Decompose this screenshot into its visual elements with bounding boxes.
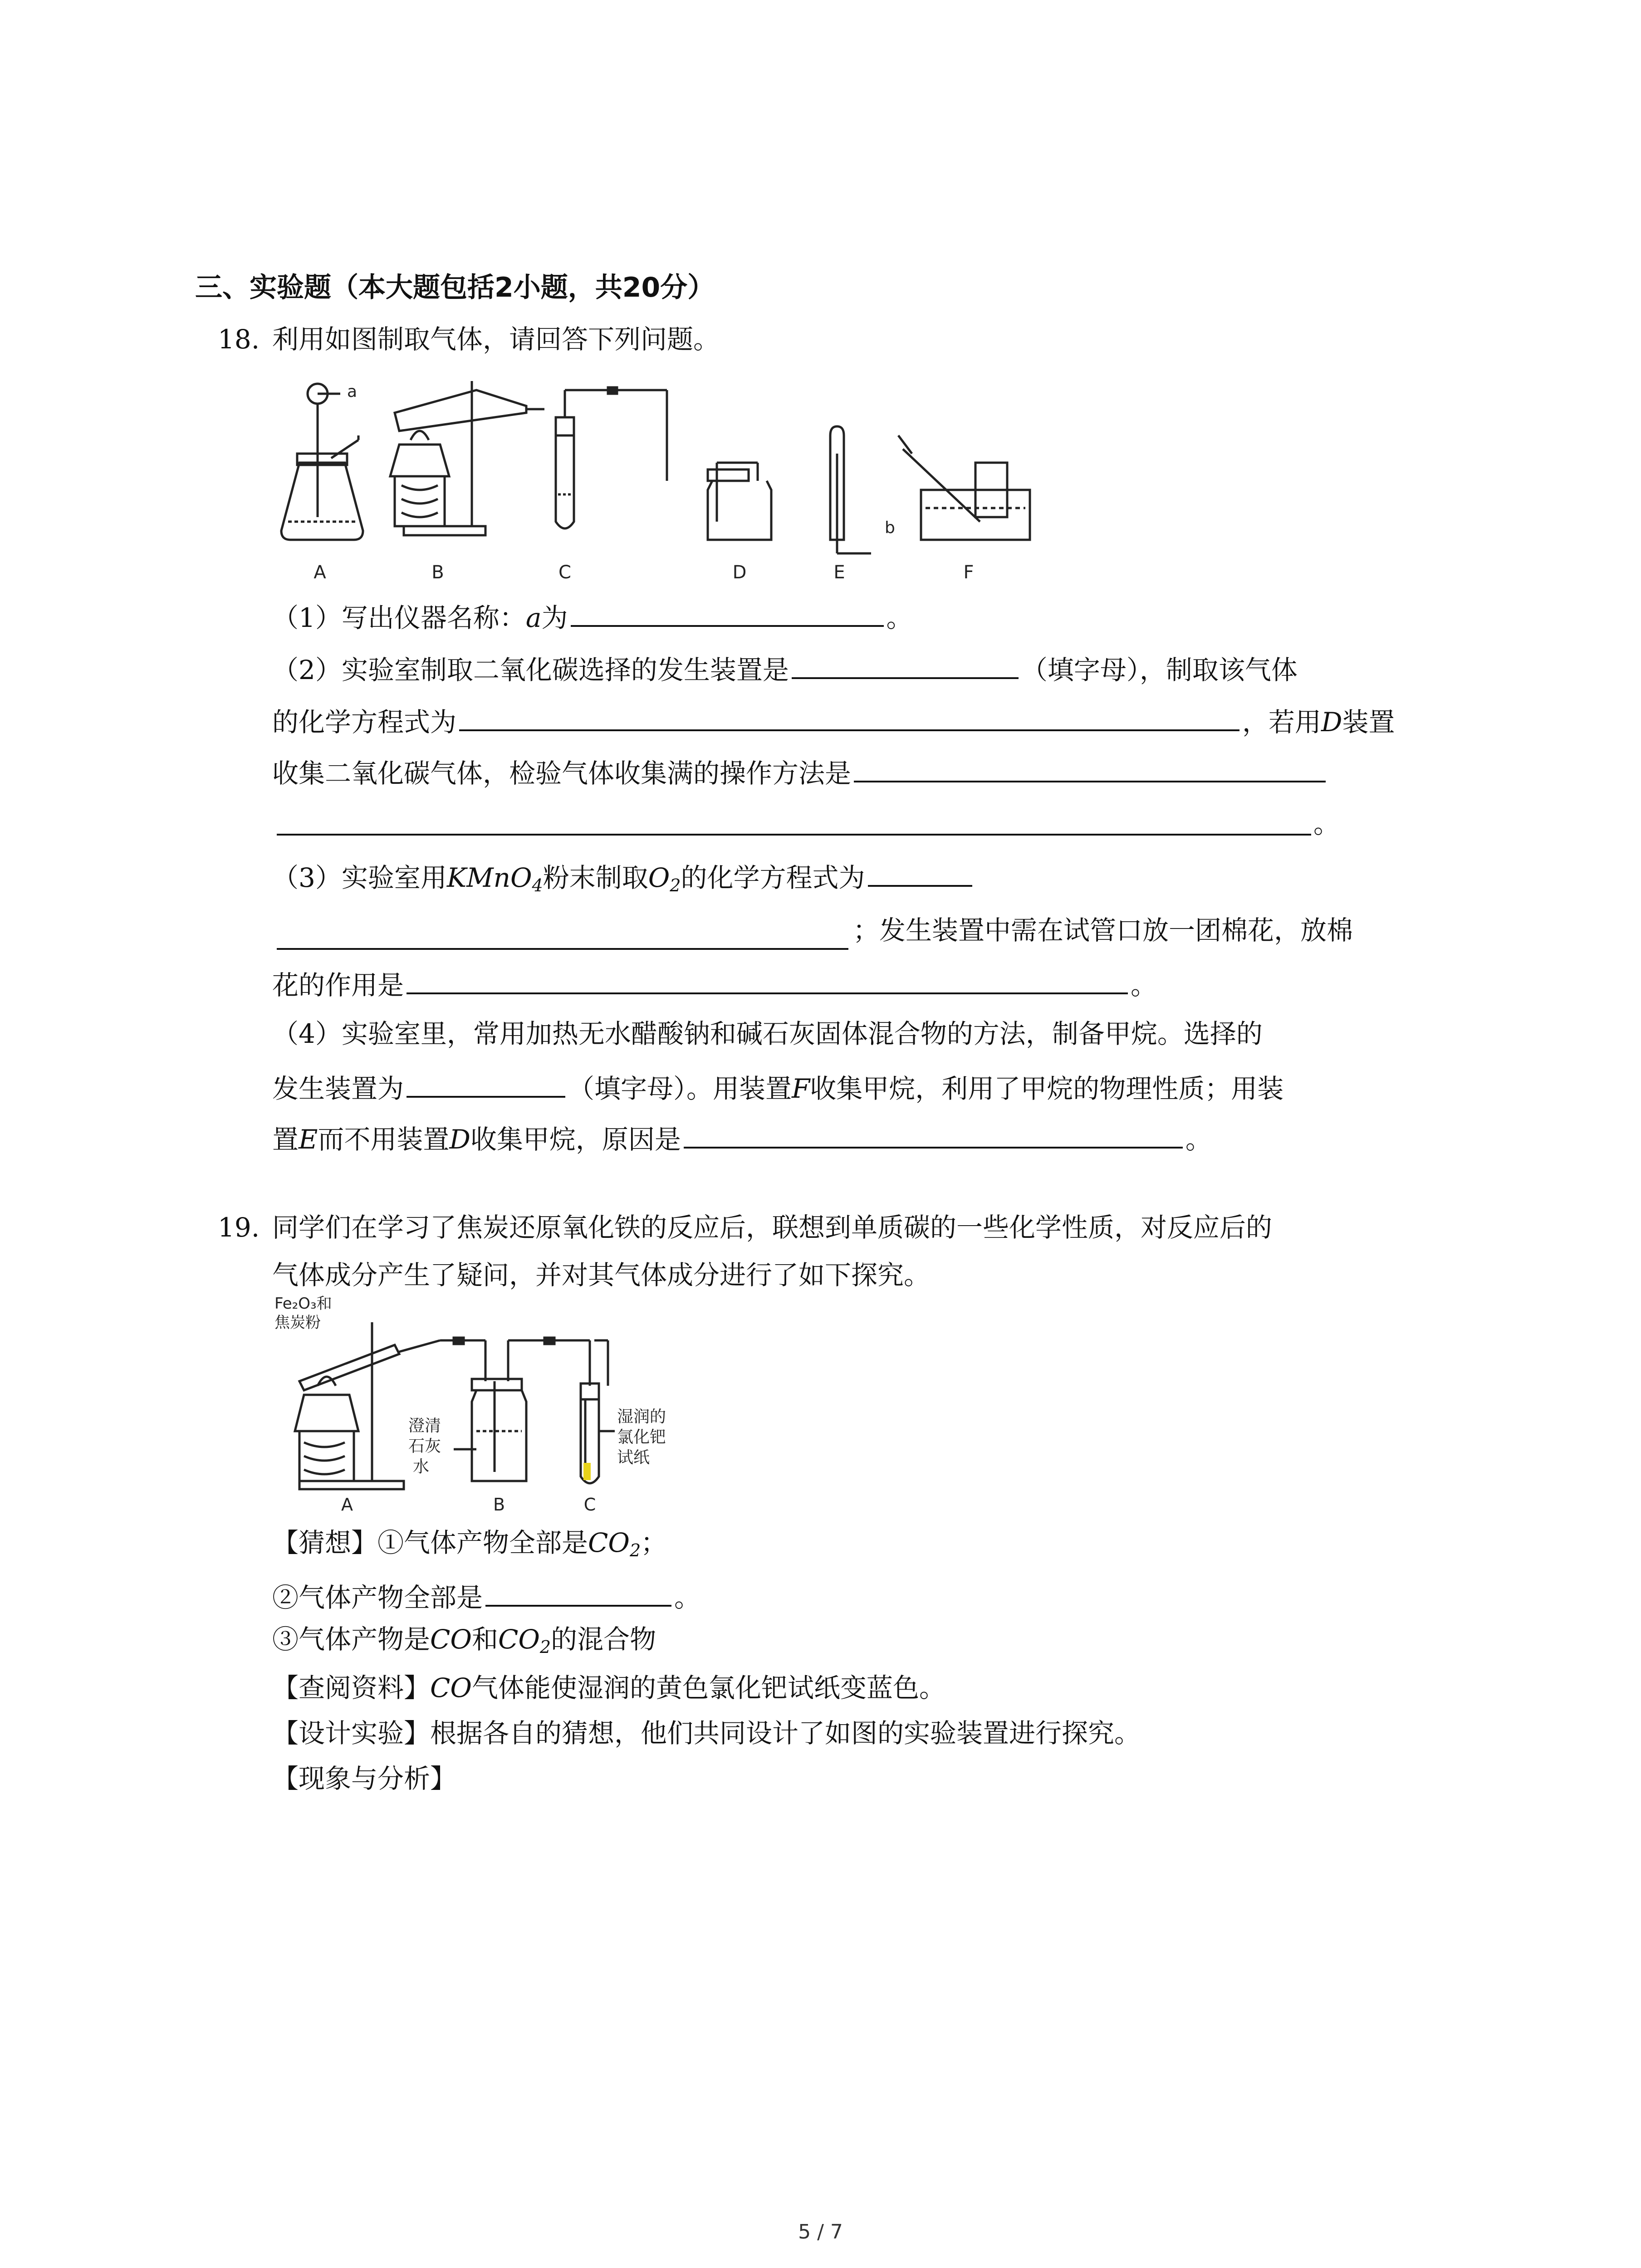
fig-limewater-1: 澄清 xyxy=(408,1417,441,1435)
q19-guess3-co: CO xyxy=(430,1624,472,1655)
fig-label-F: F xyxy=(963,562,974,583)
section-title: 三、实验题（本大题包括2小题，共20分） xyxy=(195,272,715,303)
page-number: 5 / 7 xyxy=(798,2220,843,2244)
q18-part2-text-b: （填字母），制取该气体 xyxy=(1021,655,1298,685)
q18-part4-text-e: 而不用装置 xyxy=(318,1124,450,1155)
fig19-label-B: B xyxy=(493,1495,505,1515)
answer-blank[interactable] xyxy=(407,966,1128,994)
q19-guess1-text: ①气体产物全部是 xyxy=(377,1527,588,1558)
fig-reagent-a: Fe₂O₃和 xyxy=(274,1295,332,1313)
q18-part3-text-b: 粉末制取 xyxy=(543,862,648,893)
fig-label-C: C xyxy=(558,562,571,583)
fig19-label-C: C xyxy=(583,1495,596,1515)
q19-info-text: 气体能使湿润的黄色氯化钯试纸变蓝色。 xyxy=(471,1672,945,1703)
fig-paper-3: 试纸 xyxy=(617,1448,650,1467)
fig-paper-2: 氯化钯 xyxy=(617,1428,666,1447)
q18-stem: 利用如图制取气体，请回答下列问题。 xyxy=(272,324,720,355)
mark-a: a xyxy=(347,382,358,401)
q18-part4-var-e: E xyxy=(299,1124,318,1155)
q19-guess3 xyxy=(272,1623,656,1663)
answer-blank[interactable] xyxy=(277,948,848,950)
q19-stem-line1: 同学们在学习了焦炭还原氧化铁的反应后，联想到单质碳的一些化学性质，对反应后的 xyxy=(272,1212,1273,1243)
fig-reagent-b: 焦炭粉 xyxy=(274,1314,321,1332)
answer-blank[interactable] xyxy=(868,859,972,887)
q18-part2-text-f: 收集二氧化碳气体，检验气体收集满的操作方法是 xyxy=(272,758,852,789)
q18-number: 18. xyxy=(218,324,260,355)
q19-design-label: 【设计实验】 xyxy=(272,1718,431,1749)
q18-part4-line2 xyxy=(272,1070,1283,1105)
q18-part4-text-b: （填字母）。用装置 xyxy=(568,1073,792,1104)
q18-part3-end: 。 xyxy=(1131,970,1157,1001)
q18-part4-text-a: 发生装置为 xyxy=(272,1073,404,1104)
answer-blank[interactable] xyxy=(485,1579,671,1607)
q18-part1-text: （1）写出仪器名称： xyxy=(272,602,526,633)
q19-guess1-sub: 2 xyxy=(629,1540,641,1560)
fig19-label-A: A xyxy=(341,1495,353,1515)
q18-part4-text-f: 收集甲烷，原因是 xyxy=(470,1124,681,1155)
q19-design-text: 根据各自的猜想，他们共同设计了如图的实验装置进行探究。 xyxy=(430,1718,1141,1749)
q19-guess1-end: ； xyxy=(641,1527,667,1558)
answer-blank[interactable] xyxy=(459,703,1239,731)
q19-guess2-text: ②气体产物全部是 xyxy=(272,1582,483,1613)
fig-label-A: A xyxy=(314,562,326,583)
q18-part4-text-c: 收集甲烷，利用了甲烷的物理性质；用装 xyxy=(810,1073,1284,1104)
q18-part2-line1 xyxy=(272,651,1298,686)
q18-part4-var-f: F xyxy=(792,1073,810,1104)
q18-part2-text-e: 装置 xyxy=(1342,707,1395,738)
q19-stem-line2: 气体成分产生了疑问，并对其气体成分进行了如下探究。 xyxy=(272,1260,931,1290)
fig-paper-1: 湿润的 xyxy=(617,1408,666,1426)
q18-part3-text-a: （3）实验室用 xyxy=(272,862,447,893)
answer-blank[interactable] xyxy=(277,834,1311,836)
q18-part2-end: 。 xyxy=(1313,808,1340,839)
q18-apparatus-figure xyxy=(272,372,1034,594)
q18-part4-line3 xyxy=(272,1120,1212,1156)
q19-info xyxy=(272,1672,945,1704)
q18-part3-line3 xyxy=(272,966,1157,1002)
q18-part2-text-d: ，若用 xyxy=(1242,707,1322,738)
answer-blank[interactable] xyxy=(854,754,1326,782)
q18-part2-text-c: 的化学方程式为 xyxy=(272,707,457,738)
q18-part4-line1: （4）实验室里，常用加热无水醋酸钠和碱石灰固体混合物的方法，制备甲烷。选择的 xyxy=(272,1018,1263,1049)
q19-guess2 xyxy=(272,1579,700,1614)
q19-analysis-label: 【现象与分析】 xyxy=(272,1763,457,1794)
q19-apparatus-figure xyxy=(272,1295,699,1522)
q18-part3-text-d: 花的作用是 xyxy=(272,970,404,1001)
q18-part4-var-d: D xyxy=(449,1124,470,1155)
q18-part3-kmno4: KMnO xyxy=(446,862,532,893)
q19-number: 19. xyxy=(218,1212,260,1243)
answer-blank[interactable] xyxy=(684,1120,1183,1149)
q18-part1 xyxy=(272,599,913,634)
q19-guess3-text-a: ③气体产物是 xyxy=(272,1624,431,1655)
q18-part3-line1 xyxy=(272,859,975,902)
q18-part1-after: 为 xyxy=(541,602,568,633)
q18-part4-text-d: 置 xyxy=(272,1124,299,1155)
answer-blank[interactable] xyxy=(571,599,884,627)
fig-limewater-3: 水 xyxy=(413,1457,430,1476)
q18-part1-var: a xyxy=(525,602,542,633)
q19-guess3-text-b: 和 xyxy=(471,1624,498,1655)
fig-limewater-2: 石灰 xyxy=(408,1437,441,1456)
q18-part2-line2 xyxy=(272,703,1395,738)
q18-part3-text-c: 的化学方程式为 xyxy=(681,862,865,893)
q18-part3-kmno4-sub: 4 xyxy=(532,875,543,895)
q18-part4-end: 。 xyxy=(1185,1124,1212,1155)
fig-label-D: D xyxy=(732,562,747,583)
q19-guess3-sub: 2 xyxy=(539,1637,551,1657)
q18-part2-var: D xyxy=(1321,707,1342,738)
q18-part3-o2: O xyxy=(648,862,670,893)
q18-part3-line2: ；发生装置中需在试管口放一团棉花，放棉 xyxy=(853,915,1353,946)
q18-part2-line3 xyxy=(272,754,1328,790)
q19-info-co: CO xyxy=(430,1672,472,1703)
q19-design xyxy=(272,1717,1141,1750)
palladium-paper-swatch xyxy=(583,1463,591,1480)
q19-guess3-co2: CO xyxy=(498,1624,540,1655)
q18-part1-end: 。 xyxy=(886,602,913,633)
q19-guess1-co: CO xyxy=(588,1527,630,1558)
answer-blank[interactable] xyxy=(407,1070,565,1098)
fig-label-B: B xyxy=(431,562,444,583)
q18-part2-text-a: （2）实验室制取二氧化碳选择的发生装置是 xyxy=(272,655,789,685)
fig-label-E: E xyxy=(833,562,845,583)
answer-blank[interactable] xyxy=(792,651,1019,679)
q18-part3-o2-sub: 2 xyxy=(670,875,681,895)
q19-guess-label: 【猜想】 xyxy=(272,1527,378,1558)
q19-guess1 xyxy=(272,1526,667,1567)
q19-guess2-end: 。 xyxy=(674,1582,701,1613)
q19-guess3-text-c: 的混合物 xyxy=(551,1624,656,1655)
mark-b: b xyxy=(885,518,895,537)
q19-info-label: 【查阅资料】 xyxy=(272,1672,431,1703)
